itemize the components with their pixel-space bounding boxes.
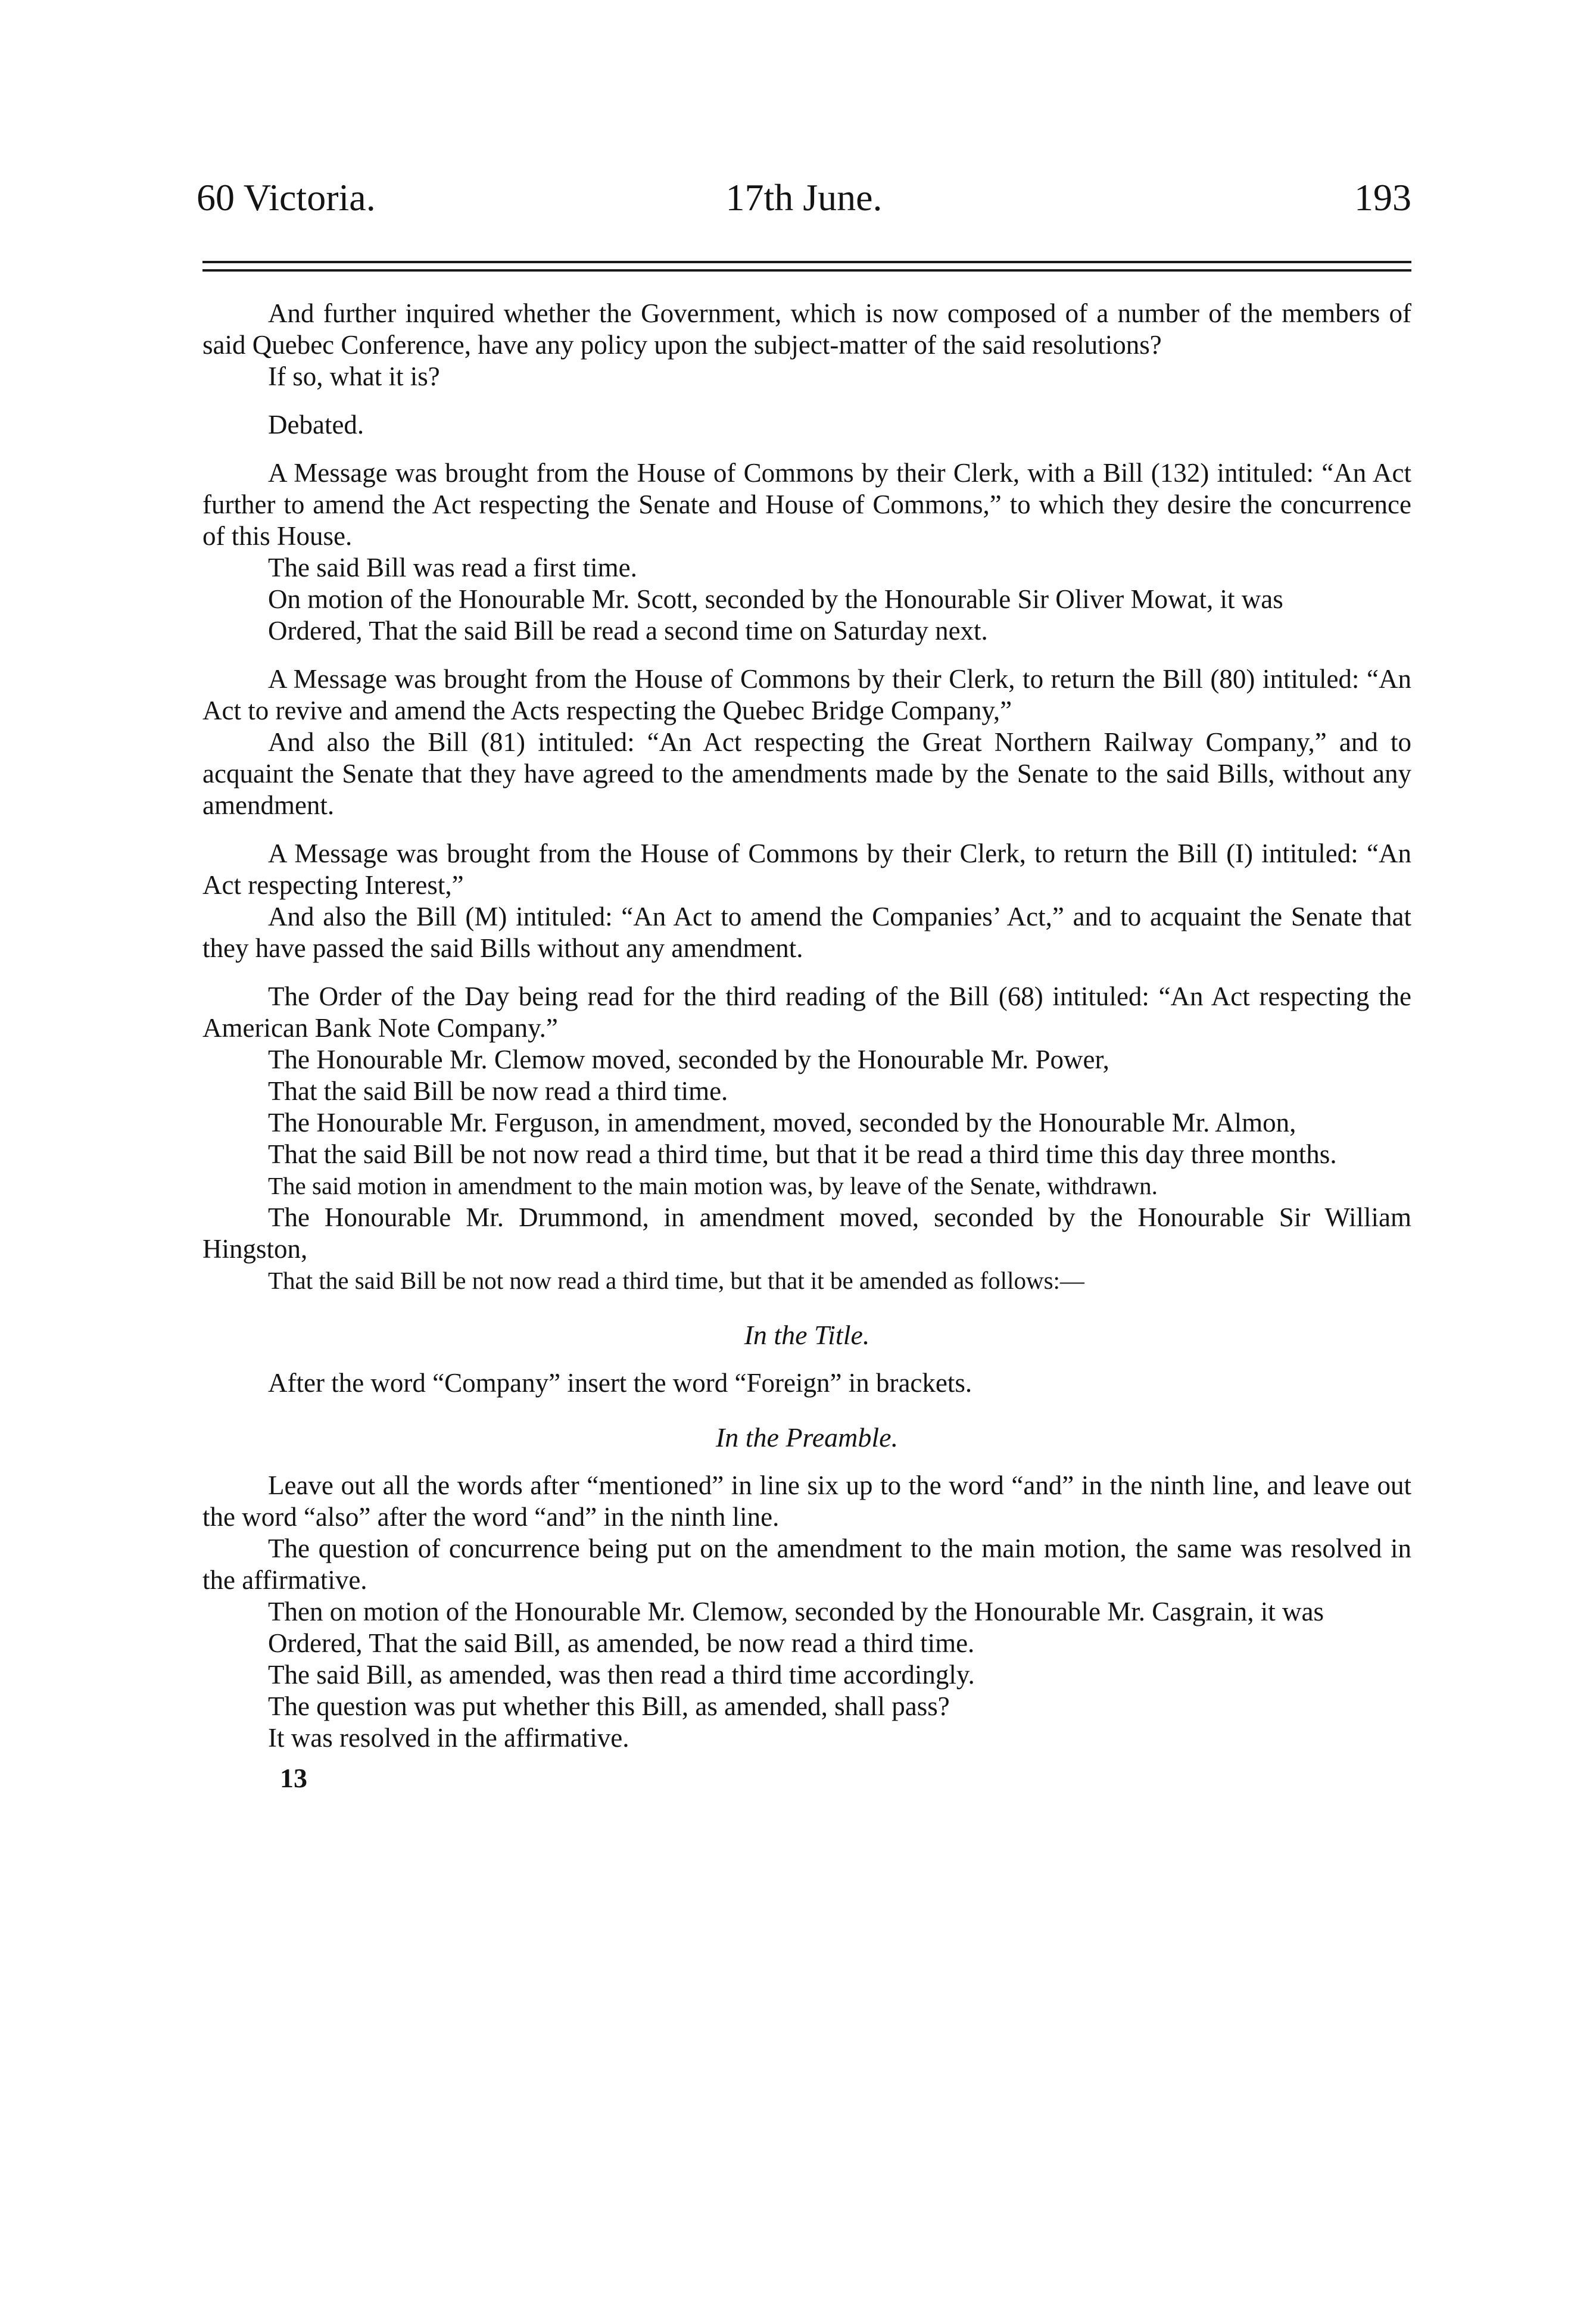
- paragraph: The Honourable Mr. Drummond, in amendment moved, seconded by the Honourable Sir William Hingston,: [202, 1202, 1411, 1264]
- paragraph: If so, what it is?: [268, 362, 440, 391]
- paragraph: And further inquired whether the Government, which is now composed of a number of the members of said Quebec Conference, have any policy upon the subject-matter of the said resolutions?: [202, 298, 1411, 360]
- header-rule-top: [202, 261, 1411, 263]
- paragraph: Leave out all the words after “mentioned” in line six up to the word “and” in the ninth line, and leave out the word “also” after the word “and” in the ninth line.: [202, 1470, 1411, 1532]
- date-label: 17th June.: [725, 176, 883, 219]
- paragraph: That the said Bill be not now read a third time, but that it be amended as follows:—: [268, 1267, 1084, 1294]
- paragraph: The Order of the Day being read for the third reading of the Bill (68) intituled: “An Act respecting the American Bank Note Company.”: [202, 981, 1411, 1043]
- signature-mark: 13: [280, 1763, 307, 1793]
- paragraph: It was resolved in the affirmative.: [268, 1723, 629, 1753]
- paragraph: A Message was brought from the House of Commons by their Clerk, with a Bill (132) intituled: “An Act further to amend the Act respecting the Senate and House of Commons,” to which they desire the concurrence of this House.: [202, 458, 1411, 551]
- paragraph: On motion of the Honourable Mr. Scott, seconded by the Honourable Sir Oliver Mowat, it was: [268, 584, 1283, 614]
- paragraph: The Honourable Mr. Ferguson, in amendment, moved, seconded by the Honourable Mr. Almon,: [268, 1108, 1296, 1138]
- paragraph: The said motion in amendment to the main motion was, by leave of the Senate, withdrawn.: [268, 1172, 1158, 1199]
- paragraph: The Honourable Mr. Clemow moved, seconded by the Honourable Mr. Power,: [268, 1045, 1109, 1074]
- paragraph: Debated.: [268, 410, 364, 440]
- journal-body: [202, 298, 1411, 1794]
- paragraph: A Message was brought from the House of Commons by their Clerk, to return the Bill (80) intituled: “An Act to revive and amend the Acts respecting the Quebec Bridge Company,”: [202, 664, 1411, 725]
- paragraph: Then on motion of the Honourable Mr. Clemow, seconded by the Honourable Mr. Casgrain, it was: [268, 1597, 1324, 1626]
- header-rule-bottom: [202, 269, 1411, 272]
- paragraph: That the said Bill be not now read a third time, but that it be read a third time this day three months.: [268, 1139, 1337, 1169]
- paragraph: And also the Bill (M) intituled: “An Act to amend the Companies’ Act,” and to acquaint the Senate that they have passed the said Bills without any amendment.: [202, 902, 1411, 963]
- paragraph: After the word “Company” insert the word “Foreign” in brackets.: [268, 1368, 972, 1398]
- section-heading-preamble: In the Preamble.: [715, 1422, 899, 1453]
- section-heading-title: In the Title.: [744, 1320, 870, 1350]
- paragraph: The said Bill was read a first time.: [268, 553, 637, 582]
- paragraph: The question was put whether this Bill, as amended, shall pass?: [268, 1691, 950, 1721]
- paragraph: A Message was brought from the House of Commons by their Clerk, to return the Bill (I) intituled: “An Act respecting Interest,”: [202, 839, 1411, 900]
- paragraph: And also the Bill (81) intituled: “An Act respecting the Great Northern Railway Company,” and to acquaint the Senate that they have agreed to the amendments made by the Senate to the said Bills, without any amendment.: [202, 727, 1411, 820]
- paragraph: Ordered, That the said Bill, as amended, be now read a third time.: [268, 1628, 975, 1658]
- paragraph: The said Bill, as amended, was then read a third time accordingly.: [268, 1660, 975, 1690]
- page-number: 193: [1354, 176, 1411, 219]
- paragraph: That the said Bill be now read a third time.: [268, 1076, 728, 1106]
- page-header: [197, 176, 1411, 244]
- paragraph: Ordered, That the said Bill be read a second time on Saturday next.: [268, 616, 988, 646]
- session-label: 60 Victoria.: [197, 176, 376, 219]
- paragraph: The question of concurrence being put on the amendment to the main motion, the same was resolved in the affirmative.: [202, 1534, 1411, 1595]
